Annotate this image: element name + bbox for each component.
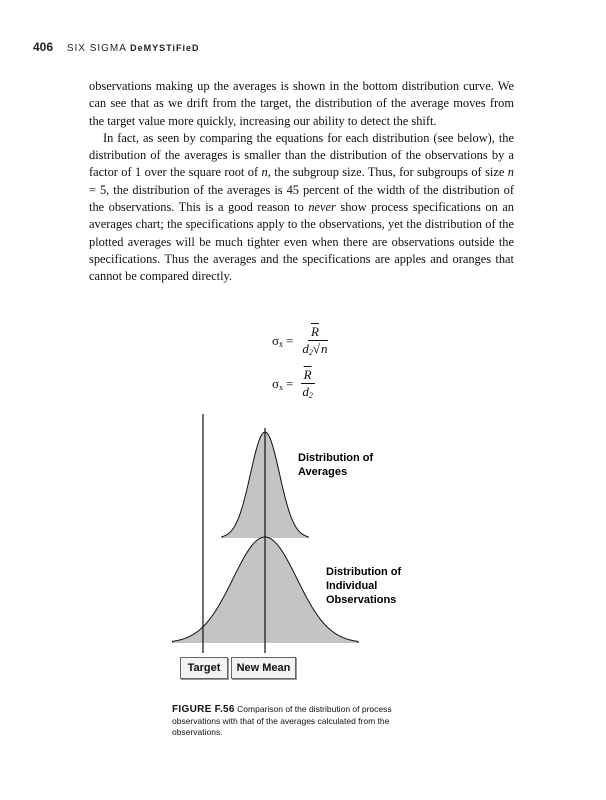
eq1-denominator: d2√n — [302, 341, 328, 357]
new-mean-label: New Mean — [231, 657, 296, 679]
figure-number: FIGURE F.56 — [172, 704, 235, 715]
text-segment: n — [507, 165, 514, 180]
book-title: SIX SIGMA — [66, 43, 127, 54]
equation-sigma-xbar: σ x̄ = $\frac{\overline{R}}{d2√n}$ — [272, 324, 328, 357]
eq1-sigma: σ — [272, 332, 280, 348]
eq2-denominator: d2 — [302, 384, 313, 400]
text-segment: , the subgroup size. Thus, for subgroups of size — [267, 165, 508, 180]
label-averages-2: Averages — [298, 466, 348, 478]
distribution-figure — [172, 410, 422, 655]
eq2-subscript: x — [279, 383, 284, 392]
eq1-numerator: $\overline{R}$ — [308, 324, 322, 341]
paragraph — [89, 130, 514, 286]
eq1-fraction — [300, 324, 329, 357]
figure-caption — [172, 704, 432, 739]
label-individual-3: Observations — [326, 594, 397, 606]
eq2-numerator: $\overline{R}$ — [301, 367, 315, 384]
label-individual-2: Individual — [326, 580, 378, 592]
target-label: Target — [180, 657, 228, 679]
book-subtitle: DeMYSTiFieD — [130, 43, 200, 53]
eq2-sigma: σ — [272, 375, 280, 391]
text-segment: never — [308, 200, 336, 215]
body-text — [89, 78, 514, 286]
text-segment: observations making up the averages is shown in the bottom distribution curve. We can see that as we drift from the target, the distribution of the average moves from the target value more quickly, increasing our ability to detect the shift. — [89, 79, 514, 128]
caption-text: Comparison of the distribution of process observations with that of the averages calculated from the observations. — [172, 704, 392, 738]
text-segment: = 5, the distribution of the averages is 45 percent of the width of the distribution of the observations. This is a good reason to — [89, 182, 514, 215]
eq1-subscript: x̄ — [279, 340, 284, 349]
label-averages-1: Distribution of — [298, 452, 374, 464]
equation-sigma-x: σ x = $\frac{\overline{R}}{d2}$ — [272, 367, 313, 400]
text-segment: show process specifications on an averages chart; the specifications apply to the observations, yet the distribution of the plotted averages will be much tighter even when there are observations outside the specifications. Thus the averages and the specifications are apples and oranges that cannot be compared directly. — [89, 200, 514, 284]
paragraph — [89, 78, 514, 130]
page-number: 406 — [33, 40, 54, 54]
label-individual-1: Distribution of — [326, 566, 402, 578]
eq2-fraction — [300, 367, 315, 400]
text-segment: n — [261, 165, 268, 180]
text-segment: In fact, as seen by comparing the equations for each distribution (see below), the distribution of the averages is smaller than the distribution of the observations by a factor of 1 over the square root of — [89, 130, 514, 180]
running-header — [33, 40, 200, 54]
